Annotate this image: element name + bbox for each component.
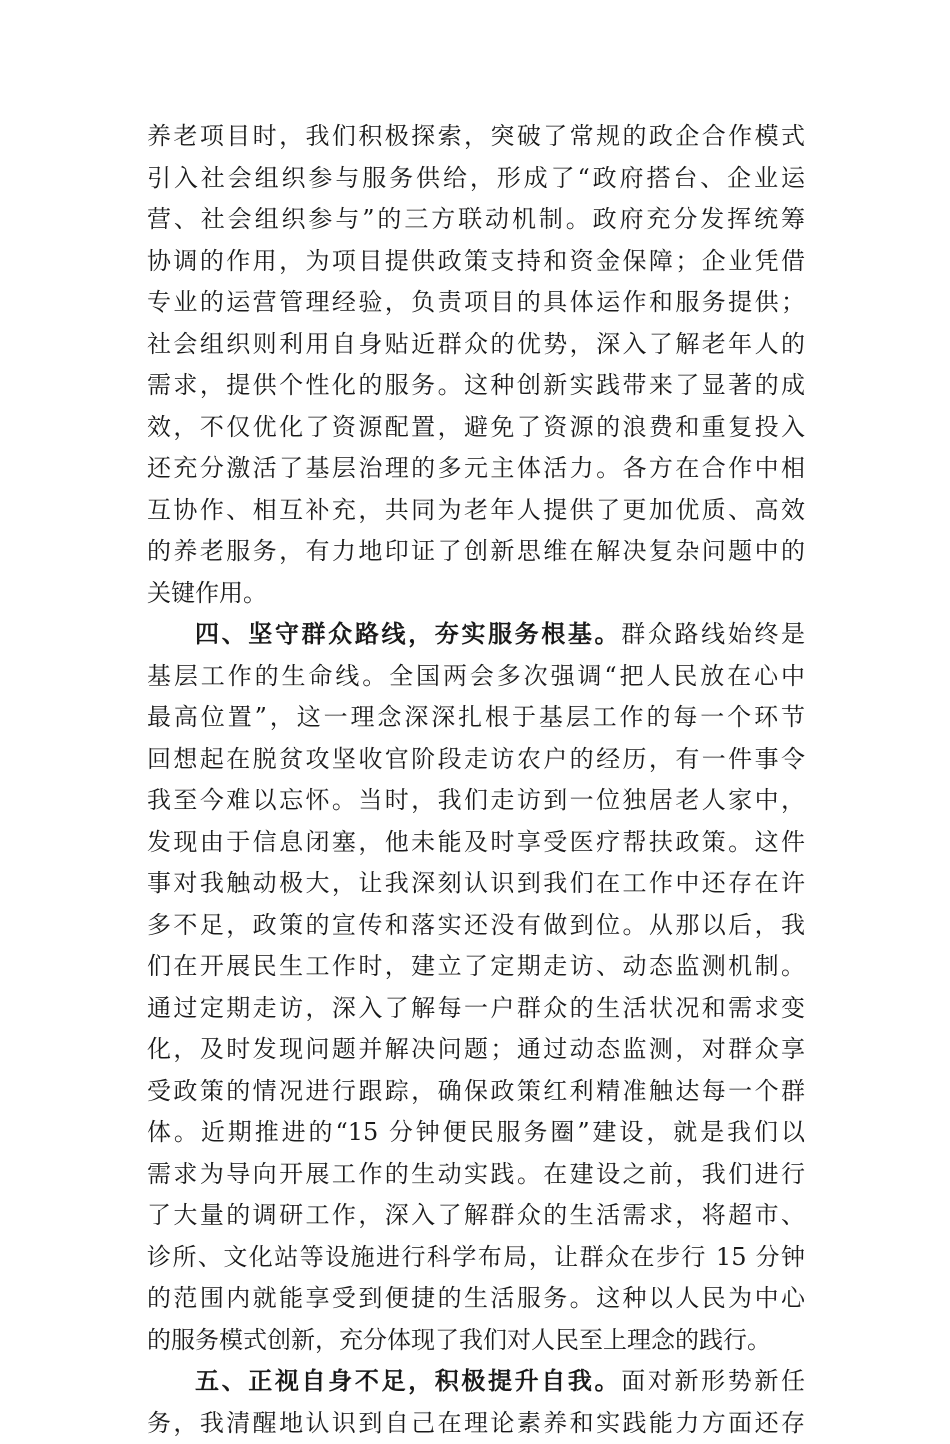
text-line: 了大量的调研工作，深入了解群众的生活需求，将超市、 — [147, 1195, 805, 1237]
text-line: 事对我触动极大，让我深刻认识到我们在工作中还存在许 — [147, 863, 805, 905]
document-body — [147, 116, 805, 1444]
text-line: 务，我清醒地认识到自己在理论素养和实践能力方面还存 — [147, 1403, 805, 1444]
text-line: 受政策的情况进行跟踪，确保政策红利精准触达每一个群 — [147, 1071, 805, 1113]
text-line: 发现由于信息闭塞，他未能及时享受医疗帮扶政策。这件 — [147, 822, 805, 864]
text-span: 面对新形势新任 — [621, 1367, 805, 1395]
paragraph-2 — [147, 614, 805, 1361]
paragraph-3 — [147, 1361, 805, 1444]
text-line: 引入社会组织参与服务供给，形成了“政府搭台、企业运 — [147, 158, 805, 200]
paragraph-1 — [147, 116, 805, 614]
text-line: 的养老服务，有力地印证了创新思维在解决复杂问题中的 — [147, 531, 805, 573]
text-line: 养老项目时，我们积极探索，突破了常规的政企合作模式 — [147, 116, 805, 158]
text-line: 通过定期走访，深入了解每一户群众的生活状况和需求变 — [147, 988, 805, 1030]
text-line: 协调的作用，为项目提供政策支持和资金保障；企业凭借 — [147, 241, 805, 283]
text-line: 需求，提供个性化的服务。这种创新实践带来了显著的成 — [147, 365, 805, 407]
text-line: 回想起在脱贫攻坚收官阶段走访农户的经历，有一件事令 — [147, 739, 805, 781]
text-line: 们在开展民生工作时，建立了定期走访、动态监测机制。 — [147, 946, 805, 988]
text-line: 多不足，政策的宣传和落实还没有做到位。从那以后，我 — [147, 905, 805, 947]
text-line: 需求为导向开展工作的生动实践。在建设之前，我们进行 — [147, 1154, 805, 1196]
text-line: 营、社会组织参与”的三方联动机制。政府充分发挥统筹 — [147, 199, 805, 241]
text-line: 基层工作的生命线。全国两会多次强调“把人民放在心中 — [147, 656, 805, 698]
text-line: 的范围内就能享受到便捷的生活服务。这种以人民为中心 — [147, 1278, 805, 1320]
text-line: 关键作用。 — [147, 573, 805, 615]
section-heading-5: 五、正视自身不足，积极提升自我。 — [195, 1367, 621, 1395]
text-line: 社会组织则利用自身贴近群众的优势，深入了解老年人的 — [147, 324, 805, 366]
text-line: 诊所、文化站等设施进行科学布局，让群众在步行 15 分钟 — [147, 1237, 805, 1279]
text-line: 最高位置”，这一理念深深扎根于基层工作的每一个环节 — [147, 697, 805, 739]
text-line: 专业的运营管理经验，负责项目的具体运作和服务提供； — [147, 282, 805, 324]
text-line: 我至今难以忘怀。当时，我们走访到一位独居老人家中， — [147, 780, 805, 822]
paragraph-first-line — [147, 1361, 805, 1403]
text-line: 效，不仅优化了资源配置，避免了资源的浪费和重复投入 — [147, 407, 805, 449]
text-line: 还充分激活了基层治理的多元主体活力。各方在合作中相 — [147, 448, 805, 490]
text-span: 群众路线始终是 — [621, 620, 805, 648]
text-line: 互协作、相互补充，共同为老年人提供了更加优质、高效 — [147, 490, 805, 532]
section-heading-4: 四、坚守群众路线，夯实服务根基。 — [195, 620, 621, 648]
paragraph-first-line — [147, 614, 805, 656]
text-line: 的服务模式创新，充分体现了我们对人民至上理念的践行。 — [147, 1320, 805, 1362]
text-line: 体。近期推进的“15 分钟便民服务圈”建设，就是我们以 — [147, 1112, 805, 1154]
text-line: 化，及时发现问题并解决问题；通过动态监测，对群众享 — [147, 1029, 805, 1071]
